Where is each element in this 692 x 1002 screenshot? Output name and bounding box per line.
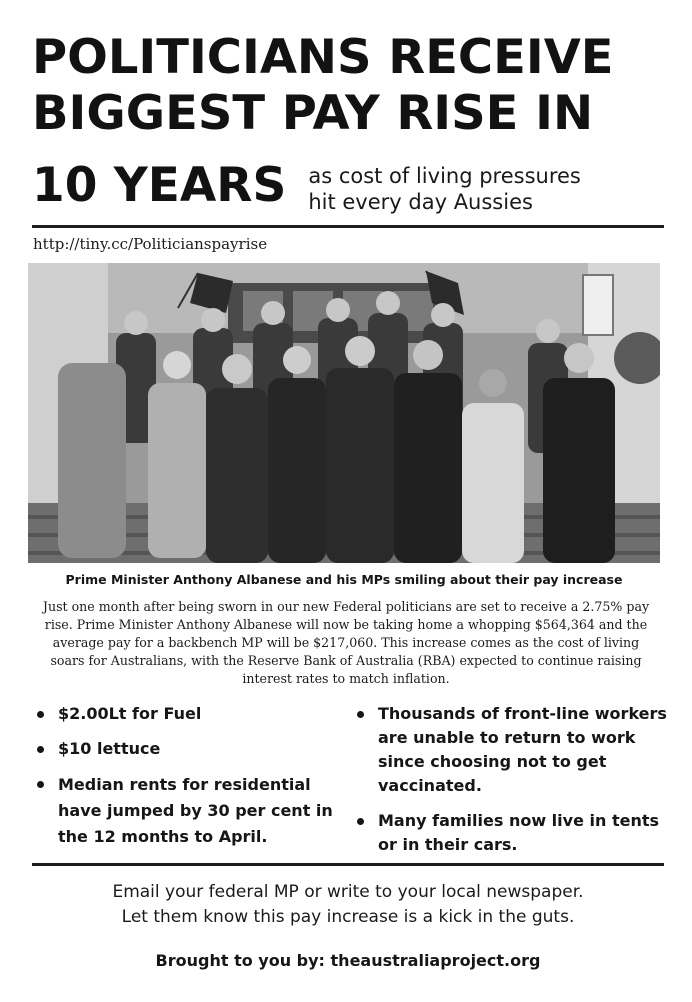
list-item [34, 702, 334, 726]
call-to-action-line-2: Let them know this pay increase is a kick in the guts. [121, 907, 575, 927]
bullet-list-left [34, 702, 334, 861]
headline-line-2: BIGGEST PAY RISE IN [32, 86, 594, 141]
bullet-icon [357, 818, 364, 825]
bullet-text: $10 lettuce [58, 739, 161, 758]
bullet-text: $2.00Lt for Fuel [58, 704, 202, 723]
bullet-icon [37, 781, 44, 788]
bullet-icon [37, 711, 44, 718]
bottom-divider [32, 863, 664, 866]
bullet-icon [37, 746, 44, 753]
group-photo-illustration [28, 263, 660, 563]
bullet-icon [357, 711, 364, 718]
headline-line-3-group [32, 158, 581, 215]
headline-subtitle [308, 163, 581, 215]
list-item [354, 809, 669, 857]
headline [32, 30, 664, 142]
bullet-text: Thousands of front-line workers are unable to return to work since choosing not to get vaccinated. [378, 704, 667, 795]
article-body: Just one month after being sworn in our new Federal politicians are set to receive a 2.75% pay rise. Prime Minister Anthony Albanese will now be taking home a whopping $564,364 and the average pay for a backbench MP will be $217,060. This increase comes as the cost of living soars for Australians, with the Reserve Bank of Australia (RBA) expected to continue raising interest rates to match inflation. [42, 599, 650, 686]
bullet-text: Median rents for residential have jumped by 30 per cent in the 12 months to April. [58, 775, 333, 846]
headline-line-3: 10 YEARS [32, 158, 287, 213]
bullet-list-right [354, 702, 669, 868]
top-divider [32, 225, 664, 228]
headline-subtitle-line-1: as cost of living pressures [308, 164, 581, 188]
source-url[interactable]: http://tiny.cc/Politicianspayrise [33, 235, 268, 253]
headline-subtitle-line-2: hit every day Aussies [308, 190, 533, 214]
list-item [34, 772, 334, 850]
credit-line: Brought to you by: theaustraliaproject.org [155, 951, 541, 970]
call-to-action [32, 880, 664, 930]
headline-line-1: POLITICIANS RECEIVE [32, 30, 614, 85]
bullet-text: Many families now live in tents or in their cars. [378, 811, 659, 854]
group-photo [28, 263, 660, 563]
list-item [354, 702, 669, 798]
call-to-action-line-1: Email your federal MP or write to your local newspaper. [112, 882, 584, 902]
photo-caption: Prime Minister Anthony Albanese and his MPs smiling about their pay increase [65, 572, 623, 587]
list-item [34, 737, 334, 761]
